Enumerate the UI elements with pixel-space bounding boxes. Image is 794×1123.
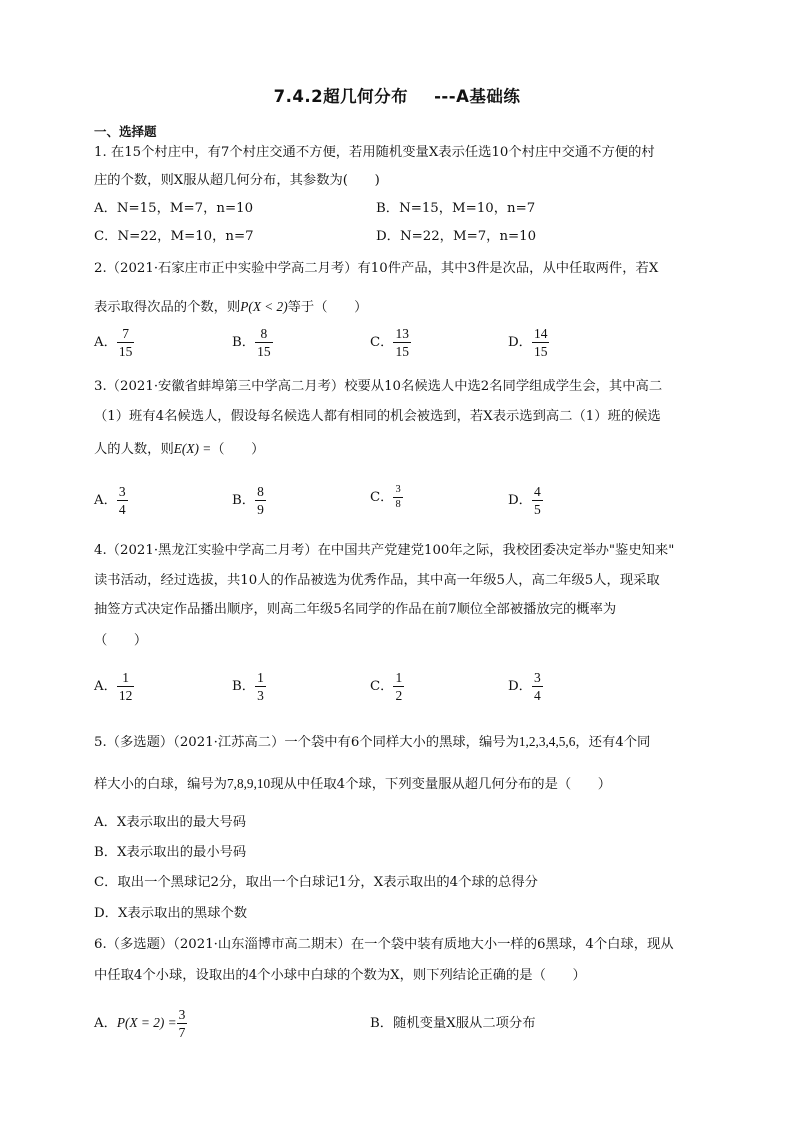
q3-option-c [370,484,403,511]
q1-option-d: D．N=22，M=7，n=10 [376,229,537,244]
q2-line2-math: P(X < 2) [240,299,288,314]
option-letter: B． [232,679,256,694]
fraction [532,670,543,703]
q3-option-a [94,484,128,517]
q1-option-b: B．N=15，M=10，n=7 [376,201,536,216]
fraction [532,484,543,517]
q2-option-c [370,326,411,359]
option-letter: D． [508,493,532,508]
q5-line2 [94,775,611,794]
fraction-denominator: 15 [257,344,271,359]
option-letter: B． [232,493,256,508]
q3-line3 [94,440,264,459]
fraction [393,670,404,703]
section-heading: 一、选择题 [94,124,157,139]
q4-line2: 读书活动，经过选拔，共10人的作品被选为优秀作品，其中高一年级5人，高二年级5人，现采取 [94,573,660,588]
fraction-numerator: 13 [395,326,409,341]
option-letter: A． [94,1016,117,1031]
option-letter: D． [508,679,532,694]
q6-option-a-math: P(X = 2) = [116,1015,177,1030]
q5-line2-math: 7,8,9,10 [226,776,271,791]
q1-option-c: C．N=22，M=10，n=7 [94,229,254,244]
fraction-denominator: 8 [395,499,401,510]
option-letter: A． [94,335,117,350]
fraction [393,484,402,511]
q5-option-b: B．X表示取出的最小号码 [94,845,247,860]
q2-option-d [508,326,549,359]
option-letter: C． [370,335,394,350]
q5-option-a: A．X表示取出的最大号码 [94,815,247,830]
fraction-numerator: 7 [122,326,130,341]
q3-line3-pre: 人的人数，则 [94,442,174,457]
fraction-denominator: 9 [257,502,264,517]
q6-line2: 中任取4个小球，设取出的4个小球中白球的个数为X，则下列结论正确的是（ ） [94,968,586,983]
q2-line2 [94,298,367,317]
q1-line2: 庄的个数，则X服从超几何分布，其参数为( ) [94,173,380,188]
q1-option-a: A．N=15，M=7，n=10 [94,201,254,216]
title-subtitle: ---A基础练 [434,87,521,106]
fraction-denominator: 12 [118,688,133,703]
option-letter: D． [508,335,532,350]
page-title [0,83,794,107]
fraction [393,326,411,359]
fraction-denominator: 15 [533,344,548,359]
fraction-denominator: 2 [395,688,403,703]
q2-option-a [94,326,134,359]
fraction [532,326,550,359]
q5-line2-pre: 样大小的白球，编号为 [94,777,227,792]
fraction [177,1007,188,1040]
fraction-numerator: 14 [533,326,548,341]
fraction-denominator: 5 [533,502,541,517]
option-letter: A． [94,679,117,694]
q5-line1-math: 1,2,3,4,5,6 [518,734,576,749]
q5-line1-pre: 5.（多选题）（2021·江苏高二）一个袋中有6个同样大小的黑球，编号为 [94,735,519,750]
option-letter: C． [370,490,394,505]
fraction-denominator: 4 [533,688,541,703]
fraction-numerator: 3 [178,1007,186,1022]
q2-line1: 2.（2021·石家庄市正中实验中学高二月考）有10件产品，其中3件是次品，从中任取两件，若X [94,261,659,276]
fraction-denominator: 3 [257,688,264,703]
q4-option-d [508,670,543,703]
q3-line3-post: （ ） [211,442,265,457]
q4-line3: 抽签方式决定作品播出顺序，则高二年级5名同学的作品在前7顺位全部被播放完的概率为 [94,602,617,617]
fraction-denominator: 7 [178,1025,186,1040]
q6-option-a [94,1007,187,1040]
q5-line1-post: ，还有4个同 [575,735,651,750]
q5-option-c: C．取出一个黑球记2分，取出一个白球记1分，X表示取出的4个球的总得分 [94,875,538,890]
fraction-numerator: 3 [395,484,401,495]
q4-line1: 4.（2021·黑龙江实验中学高二月考）在中国共产党建党100年之际，我校团委决定举办"鉴史知来" [94,543,675,558]
q6-option-b: B．随机变量X服从二项分布 [370,1016,536,1031]
title-text: 7.4.2超几何分布 [273,87,409,106]
q4-option-c [370,670,404,703]
fraction-numerator: 8 [257,484,264,499]
fraction-numerator: 8 [260,326,268,341]
fraction [117,670,135,703]
fraction [117,484,128,517]
fraction [255,484,266,517]
q5-option-d: D．X表示取出的黑球个数 [94,906,248,921]
q5-line2-post: 现从中任取4个球，下列变量服从超几何分布的是（ ） [270,777,612,792]
fraction-numerator: 3 [533,670,541,685]
q1-line1: 1. 在15个村庄中，有7个村庄交通不方便，若用随机变量X表示任选10个村庄中交通不方便的村 [94,145,655,160]
fraction-numerator: 1 [122,670,130,685]
fraction [255,326,273,359]
fraction [255,670,266,703]
fraction-denominator: 4 [118,502,126,517]
q3-option-d [508,484,543,517]
option-letter: C． [370,679,394,694]
q4-line4: （ ） [94,633,148,648]
q4-option-a [94,670,134,703]
q5-line1 [94,733,650,752]
q3-option-b [232,484,266,517]
q2-line2-post: 等于（ ） [287,300,368,315]
fraction [117,326,135,359]
q2-line2-pre: 表示取得次品的个数，则 [94,300,241,315]
q2-option-b [232,326,273,359]
option-letter: A． [94,493,117,508]
q6-line1: 6.（多选题）（2021·山东淄博市高二期末）在一个袋中装有质地大小一样的6黑球，4个白球，现从 [94,937,674,952]
q3-line1: 3.（2021·安徽省蚌埠第三中学高二月考）校要从10名候选人中选2名同学组成学生会，其中高二 [94,379,663,394]
fraction-numerator: 4 [533,484,541,499]
q3-line2: （1）班有4名候选人，假设每名候选人都有相同的机会被选到，若X表示选到高二（1）班的候选 [94,409,661,424]
q4-option-b [232,670,266,703]
fraction-numerator: 1 [395,670,403,685]
q3-line3-math: E(X) = [173,441,212,456]
fraction-numerator: 3 [118,484,126,499]
fraction-denominator: 15 [395,344,409,359]
fraction-numerator: 1 [257,670,264,685]
option-letter: B． [232,335,256,350]
fraction-denominator: 15 [118,344,133,359]
